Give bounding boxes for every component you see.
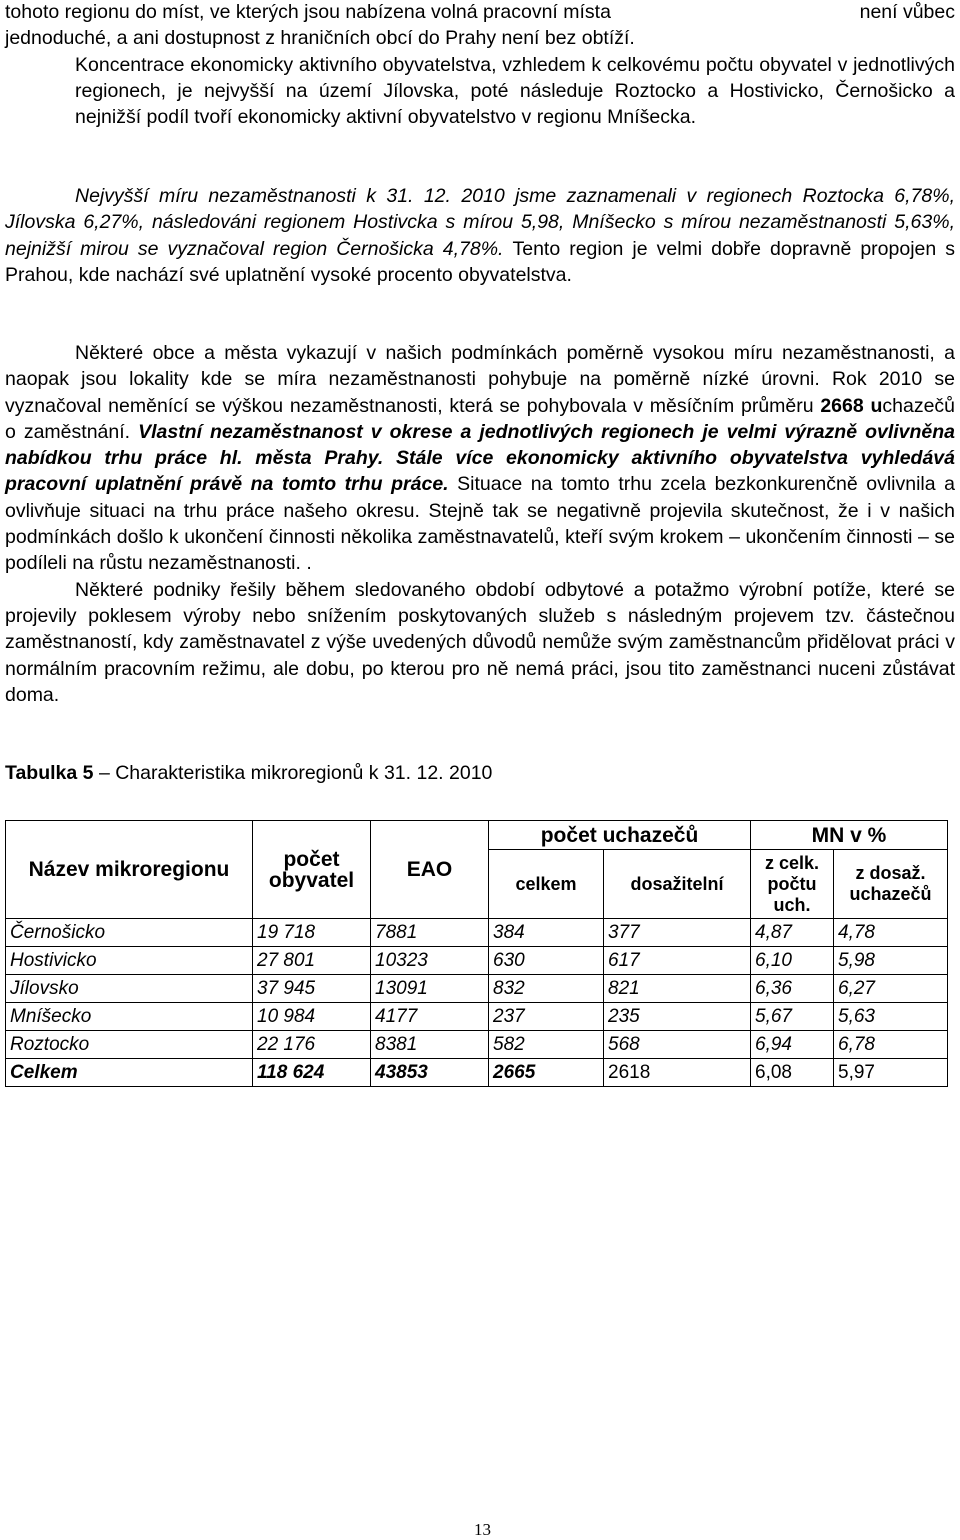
cell-population: 118 624 <box>253 1059 371 1087</box>
paragraph-3-sentence-3: Situace na tomto trhu zcela bezkonkurenčně ovlivnila a ovlivňuje situaci na trhu práce našeho okresu. Stejně tak se negativně projevila skutečnost, že i v našich podmínkách došlo k ukončení činnosti několika zaměstnavatelů, kteří svým krokem – ukončením činnosti – se podíleli na růstu nezaměstnanosti. . <box>5 473 955 575</box>
cell-name: Mníšecko <box>6 1003 253 1031</box>
cell-mn-total: 6,94 <box>751 1031 834 1059</box>
cell-applicants-available: 377 <box>604 919 751 947</box>
header-mn-available: z dosaž. uchazečů <box>834 850 948 919</box>
cell-applicants-total: 384 <box>489 919 604 947</box>
paragraph-2-normal: Tento region je velmi dobře dopravně propojen s Prahou, kde nachází své uplatnění vysoké procento obyvatelstva. <box>5 237 955 286</box>
table-row <box>6 1031 948 1059</box>
page-number: 13 <box>474 1520 491 1539</box>
cell-applicants-available: 617 <box>604 947 751 975</box>
applicant-count: 2668 <box>820 394 864 417</box>
header-eao: EAO <box>371 821 489 919</box>
cell-applicants-total: 2665 <box>489 1059 604 1087</box>
cell-mn-available: 5,63 <box>834 1003 948 1031</box>
header-applicants: počet uchazečů <box>489 821 751 850</box>
cell-population: 10 984 <box>253 1003 371 1031</box>
cell-name: Roztocko <box>6 1031 253 1059</box>
paragraph-3-sentence-1: Některé obce a města vykazují v našich podmínkách poměrně vysokou míru nezaměstnanosti, a naopak jsou lokality kde se míra nezaměstnanosti pohybuje na poměrně nízké úrovni. Rok 2010 se vyznačoval neměnící se výškou nezaměstnanosti, která se pohybovala v měsíčním průměru <box>5 342 955 417</box>
paragraph-4: Některé podniky řešily během sledovaného období odbytové a potažmo výrobní potíže, které se projevily poklesem výroby nebo snížením poskytovaných služeb s následným projevem tzv. částečnou zaměstnaností, kdy zaměstnavatel z výše uvedených důvodů nemůže svým zaměstnancům přidělovat práci v normálním pracovním režimu, ale dobu, po kterou pro ně nemá práci, jsou tito zaměstnanci nuceni zůstávat doma. <box>5 578 955 706</box>
cell-mn-available: 5,97 <box>834 1059 948 1087</box>
paragraph-2-indent <box>5 185 75 207</box>
cell-mn-total: 6,10 <box>751 947 834 975</box>
cell-eao: 4177 <box>371 1003 489 1031</box>
applicant-u: u <box>870 394 883 417</box>
paragraph-1 <box>5 0 955 130</box>
cell-applicants-total: 832 <box>489 975 604 1003</box>
cell-population: 27 801 <box>253 947 371 975</box>
header-applicants-available: dosažitelní <box>604 850 751 919</box>
cell-applicants-total: 237 <box>489 1003 604 1031</box>
cell-mn-available: 5,98 <box>834 947 948 975</box>
paragraph-3-emphasis: Vlastní nezaměstnanost v okrese a jednotlivých regionech je velmi výrazně ovlivněna nabídkou trhu práce hl. města Prahy. Stále více ekonomicky aktivního obyvatelstva vyhledává pracovní uplatnění právě na tomto trhu práce. <box>5 420 956 496</box>
cell-mn-total: 6,08 <box>751 1059 834 1087</box>
paragraph-2 <box>5 183 955 288</box>
paragraph-3 <box>5 340 955 708</box>
header-applicants-total: celkem <box>489 850 604 919</box>
cell-population: 19 718 <box>253 919 371 947</box>
cell-applicants-total: 630 <box>489 947 604 975</box>
cell-applicants-total: 582 <box>489 1031 604 1059</box>
cell-mn-total: 5,67 <box>751 1003 834 1031</box>
cell-mn-available: 4,78 <box>834 919 948 947</box>
cell-eao: 13091 <box>371 975 489 1003</box>
table-caption <box>5 762 492 785</box>
cell-eao: 8381 <box>371 1031 489 1059</box>
table-row <box>6 1003 948 1031</box>
table-caption-text: – Charakteristika mikroregionů k 31. 12. 2010 <box>98 762 493 784</box>
header-population: počet obyvatel <box>253 821 371 919</box>
table-total-row <box>6 1059 948 1087</box>
cell-applicants-available: 235 <box>604 1003 751 1031</box>
cell-population: 37 945 <box>253 975 371 1003</box>
cell-mn-total: 6,36 <box>751 975 834 1003</box>
paragraph-1-line-1-end: není vůbec <box>859 1 955 23</box>
header-mn: MN v % <box>751 821 948 850</box>
paragraph-1-line-2: jednoduché, a ani dostupnost z hraničních obcí do Prahy není bez obtíží. <box>5 27 635 50</box>
header-mn-total: z celk. počtu uch. <box>751 850 834 919</box>
cell-eao: 43853 <box>371 1059 489 1087</box>
table-row <box>6 975 948 1003</box>
cell-population: 22 176 <box>253 1031 371 1059</box>
table-caption-label: Tabulka 5 <box>5 762 94 784</box>
paragraph-3-sentence-2: chazečů o zaměstnání. <box>5 394 956 443</box>
cell-name: Celkem <box>6 1059 253 1087</box>
table-row <box>6 919 948 947</box>
cell-mn-available: 6,27 <box>834 975 948 1003</box>
table-row <box>6 947 948 975</box>
paragraph-1-line-1-text: tohoto regionu do míst, ve kterých jsou nabízena volná pracovní místa <box>5 1 611 23</box>
cell-name: Hostivicko <box>6 947 253 975</box>
paragraph-2-italic: Nejvyšší míru nezaměstnanosti k 31. 12. 2010 jsme zaznamenali v regionech Roztocka 6,78%, Jílovska 6,27%, následováni regionem Hostivcka s mírou 5,98, Mníšecko s mírou nezaměstnanosti 5,63%, nejnižší mirou se vyznačoval region Černošicka 4,78%. <box>5 185 955 260</box>
cell-applicants-available: 821 <box>604 975 751 1003</box>
cell-mn-total: 4,87 <box>751 919 834 947</box>
header-name: Název mikroregionu <box>6 821 253 919</box>
cell-applicants-available: 2618 <box>604 1059 751 1087</box>
microregion-table <box>5 820 948 1087</box>
cell-name: Jílovsko <box>6 975 253 1003</box>
paragraph-1-body: Koncentrace ekonomicky aktivního obyvatelstva, vzhledem k celkovému počtu obyvatel v jednotlivých regionech, je nejvyšší na území Jílovska, poté následuje Roztocko a Hostivicko, Černošicko a nejnižší podíl tvoří ekonomicky aktivní obyvatelstvo v regionu Mníšecka. <box>75 53 955 129</box>
cell-name: Černošicko <box>6 919 253 947</box>
paragraph-1-line-1 <box>5 0 955 25</box>
cell-applicants-available: 568 <box>604 1031 751 1059</box>
cell-mn-available: 6,78 <box>834 1031 948 1059</box>
cell-eao: 7881 <box>371 919 489 947</box>
cell-eao: 10323 <box>371 947 489 975</box>
